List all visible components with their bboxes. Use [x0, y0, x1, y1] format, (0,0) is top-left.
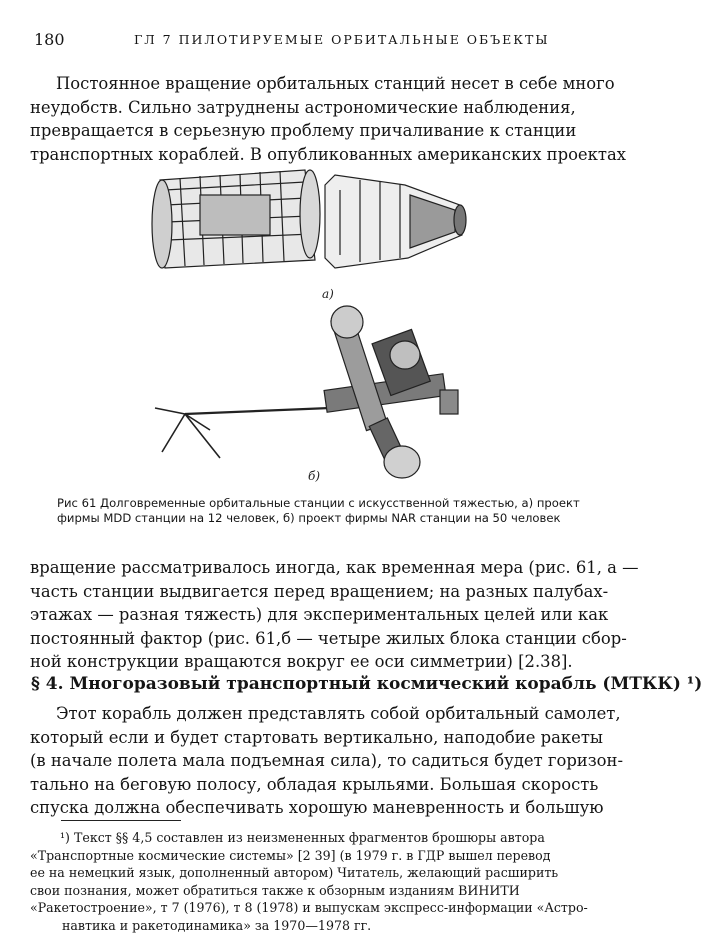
figure-label-a: а): [322, 287, 334, 301]
text-line: часть станции выдвигается перед вращением; на разных палубах-: [30, 581, 609, 601]
footnote-line: навтика и ракетодинамика» за 1970—1978 гг.: [62, 917, 372, 933]
text-line: Этот корабль должен представлять собой орбитальный самолет,: [56, 704, 621, 723]
text-line: Постоянное вращение орбитальных станций несет в себе много: [56, 74, 615, 93]
figure-caption: [57, 496, 580, 526]
text-line: который если и будет стартовать вертикально, наподобие ракеты: [30, 727, 603, 747]
footnote-line: свои познания, может обратиться также к обзорным изданиям ВИНИТИ: [30, 882, 520, 898]
station-mdd-illustration: [152, 170, 466, 268]
page-number: 180: [34, 30, 65, 49]
section-heading: § 4. Многоразовый транспортный космический корабль (МТКК) ¹): [31, 674, 702, 694]
text-line: (в начале полета мала подъемная сила), то садиться будет горизон-: [30, 751, 624, 771]
footnote-divider: [61, 820, 181, 821]
figure-61: [140, 150, 480, 490]
text-line: превращается в серьезную проблему причаливание к станции: [30, 121, 577, 141]
text-line: постоянный фактор (рис. 61,б — четыре жилых блока станции сбор-: [30, 628, 627, 648]
figure-label-b: б): [308, 469, 321, 483]
text-line: транспортных кораблей. В опубликованных американских проектах: [30, 144, 626, 164]
caption-line: Рис 61 Долговременные орбитальные станции с искусственной тяжестью, а) проект: [57, 496, 580, 510]
running-title: ГЛ 7 ПИЛОТИРУЕМЫЕ ОРБИТАЛЬНЫЕ ОБЪЕКТЫ: [134, 32, 550, 47]
footnote: [30, 829, 590, 935]
text-line: вращение рассматривалось иногда, как временная мера (рис. 61, а —: [30, 558, 639, 577]
text-line: этажах — разная тяжесть) для экспериментальных целей или как: [30, 605, 609, 625]
footnote-line: «Ракетостроение», т 7 (1976), т 8 (1978) и выпускам экспресс-информации «Астро-: [30, 900, 588, 916]
text-line: неудобств. Сильно затруднены астрономические наблюдения,: [30, 97, 576, 117]
text-line: ной конструкции вращаются вокруг ее оси симметрии) [2.38].: [30, 652, 573, 672]
page-header: [34, 30, 574, 50]
footnote-line: ее на немецкий язык, дополненный автором) Читатель, желающий расширить: [30, 865, 559, 881]
paragraph-2: [30, 556, 639, 674]
station-nar-illustration: [155, 306, 458, 478]
text-line: спуска должна обеспечивать хорошую маневренность и большую: [30, 798, 604, 818]
caption-line: фирмы MDD станции на 12 человек, б) проект фирмы NAR станции на 50 человек: [57, 511, 561, 525]
footnote-line: ¹) Текст §§ 4,5 составлен из неизмененных фрагментов брошюры автора: [60, 830, 545, 845]
paragraph-3: [30, 702, 624, 820]
text-line: тально на беговую полосу, обладая крыльями. Большая скорость: [30, 774, 599, 794]
footnote-line: «Транспортные космические системы» [2 39] (в 1979 г. в ГДР вышел перевод: [30, 847, 551, 863]
